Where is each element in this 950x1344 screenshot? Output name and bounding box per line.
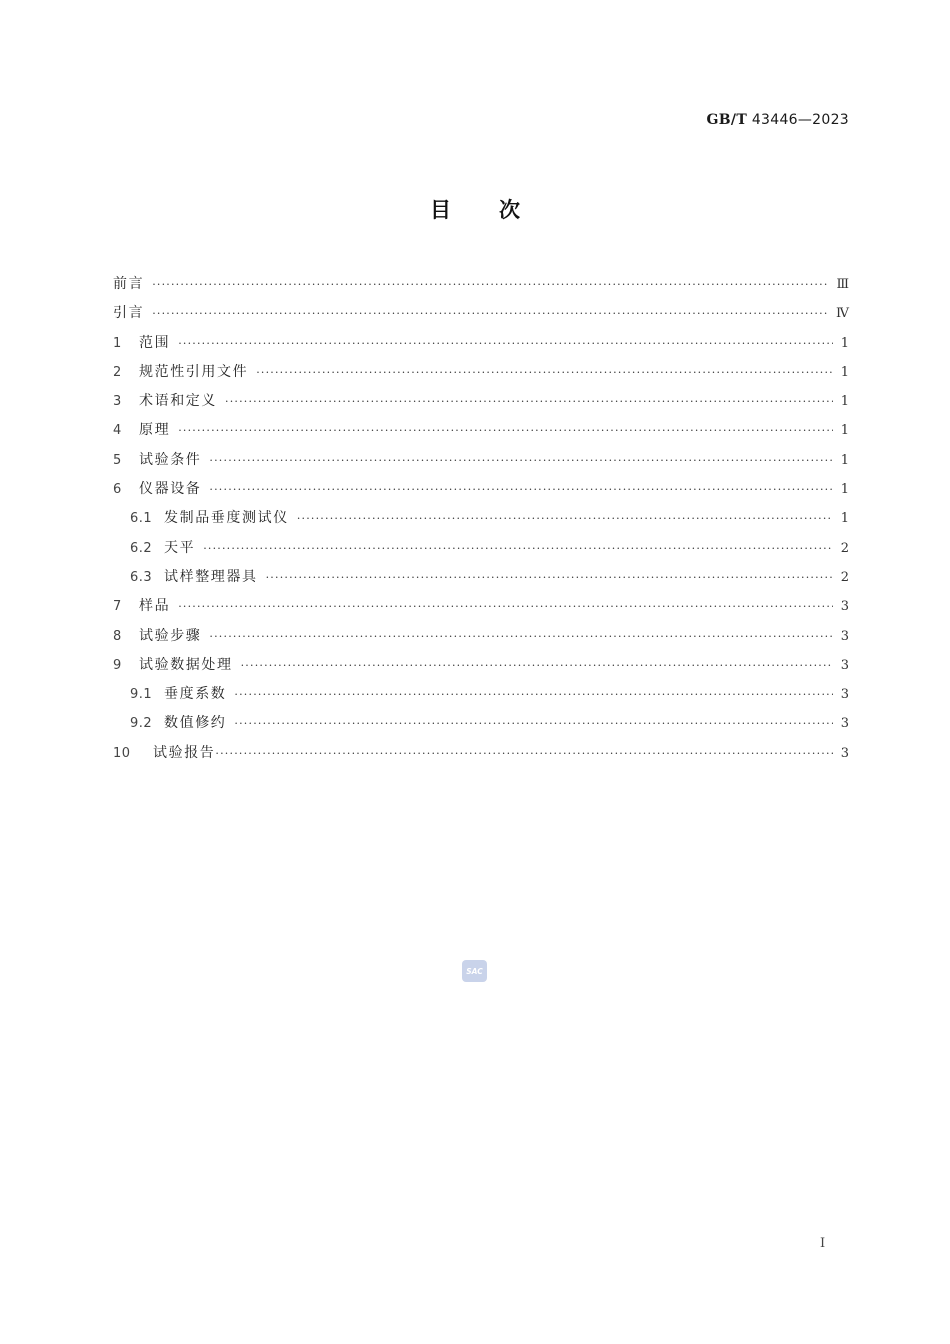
toc-entry[interactable] <box>113 358 849 387</box>
toc-entry-page: 1 <box>840 482 849 498</box>
toc-entry-page: Ⅲ <box>836 277 849 292</box>
toc-entry[interactable] <box>113 387 849 416</box>
toc-entry[interactable] <box>113 622 849 651</box>
toc-entry-number: 8 <box>113 628 122 644</box>
toc-leader-dots <box>225 387 833 416</box>
toc-entry-number: 1 <box>113 335 122 351</box>
toc-entry-page: 3 <box>840 599 849 615</box>
toc-leader-dots <box>152 270 828 299</box>
standard-code <box>707 112 849 128</box>
toc-entry[interactable] <box>113 475 849 504</box>
toc-entry-number: 6.1 <box>130 511 153 527</box>
toc-entry-number: 10 <box>113 745 131 761</box>
toc-entry-label: 发制品垂度测试仪 <box>164 510 289 527</box>
toc-entry-number: 4 <box>113 423 122 439</box>
standard-number: 43446—2023 <box>751 112 849 128</box>
toc-entry[interactable] <box>113 534 849 563</box>
toc-leader-dots <box>209 475 832 504</box>
toc-entry-number: 9.2 <box>130 716 153 732</box>
toc-entry-number: 9 <box>113 657 122 673</box>
toc-leader-dots <box>215 739 832 768</box>
toc-entry-label: 引言 <box>113 305 145 322</box>
toc-entry[interactable] <box>113 709 849 738</box>
toc-entry-number: 9.1 <box>130 687 153 703</box>
toc-entry-page: 1 <box>840 452 849 468</box>
toc-entry-page: 1 <box>840 423 849 439</box>
svg-text:SAC: SAC <box>466 967 483 976</box>
toc-entry-label: 试验数据处理 <box>139 656 233 673</box>
toc-entry-label: 试验条件 <box>139 451 202 468</box>
toc-entry[interactable] <box>113 680 849 709</box>
toc-entry[interactable] <box>113 739 849 768</box>
toc-leader-dots <box>297 504 833 533</box>
toc-leader-dots <box>203 534 833 563</box>
toc-entry-page: 3 <box>840 628 849 644</box>
toc-entry-label: 范围 <box>139 334 171 351</box>
toc-entry-label: 规范性引用文件 <box>139 363 249 380</box>
toc-entry[interactable] <box>113 416 849 445</box>
toc-entry[interactable] <box>113 651 849 680</box>
toc-entry[interactable] <box>113 446 849 475</box>
toc-entry-label: 试样整理器具 <box>164 568 258 585</box>
toc-entry[interactable] <box>113 329 849 358</box>
page-title: 目次 <box>430 198 568 222</box>
toc-entry-page: 2 <box>840 540 849 556</box>
toc-entry[interactable] <box>113 592 849 621</box>
sac-logo-icon <box>462 960 487 982</box>
toc-entry-page: Ⅳ <box>836 306 849 322</box>
standard-prefix: GB/T <box>706 112 748 128</box>
toc-leader-dots <box>241 651 833 680</box>
toc-entry-label: 术语和定义 <box>139 393 217 410</box>
toc-entry-page: 1 <box>840 394 849 410</box>
toc-leader-dots <box>178 592 833 621</box>
toc-entry[interactable] <box>113 563 849 592</box>
toc-entry-label: 天平 <box>164 539 196 556</box>
toc-entry[interactable] <box>113 504 849 533</box>
toc-entry-page: 3 <box>840 687 849 703</box>
toc-entry-label: 原理 <box>139 422 171 439</box>
toc-entry-number: 6.2 <box>130 540 153 556</box>
toc-entry-page: 2 <box>840 569 849 585</box>
toc-entry[interactable] <box>113 299 849 328</box>
toc-leader-dots <box>266 563 833 592</box>
toc-entry-number: 3 <box>113 394 122 410</box>
toc-entry[interactable] <box>113 270 849 299</box>
toc-entry-page: 3 <box>840 657 849 673</box>
toc-entry-number: 6 <box>113 482 122 498</box>
toc-entry-label: 样品 <box>139 598 171 615</box>
toc-entry-label: 仪器设备 <box>139 481 202 498</box>
toc-leader-dots <box>178 416 833 445</box>
toc-leader-dots <box>234 680 832 709</box>
toc-leader-dots <box>209 446 832 475</box>
toc-entry-label: 垂度系数 <box>164 686 227 703</box>
toc-entry-page: 1 <box>840 364 849 380</box>
toc-entry-page: 1 <box>840 335 849 351</box>
toc-leader-dots <box>209 622 832 651</box>
toc-leader-dots <box>234 709 832 738</box>
toc-leader-dots <box>152 299 828 328</box>
toc-entry-number: 2 <box>113 364 122 380</box>
toc-entry-number: 5 <box>113 452 122 468</box>
toc-entry-label: 试验报告 <box>153 744 216 761</box>
toc-entry-label: 前言 <box>113 276 145 292</box>
toc-entry-page: 3 <box>840 745 849 761</box>
toc-leader-dots <box>178 329 833 358</box>
toc-entry-number: 6.3 <box>130 569 153 585</box>
table-of-contents <box>113 270 849 768</box>
toc-entry-number: 7 <box>113 599 122 615</box>
toc-leader-dots <box>256 358 833 387</box>
toc-entry-page: 3 <box>840 716 849 732</box>
toc-entry-label: 数值修约 <box>164 715 227 732</box>
page-number: I <box>820 1236 826 1251</box>
toc-entry-page: 1 <box>840 511 849 527</box>
toc-entry-label: 试验步骤 <box>139 627 202 644</box>
